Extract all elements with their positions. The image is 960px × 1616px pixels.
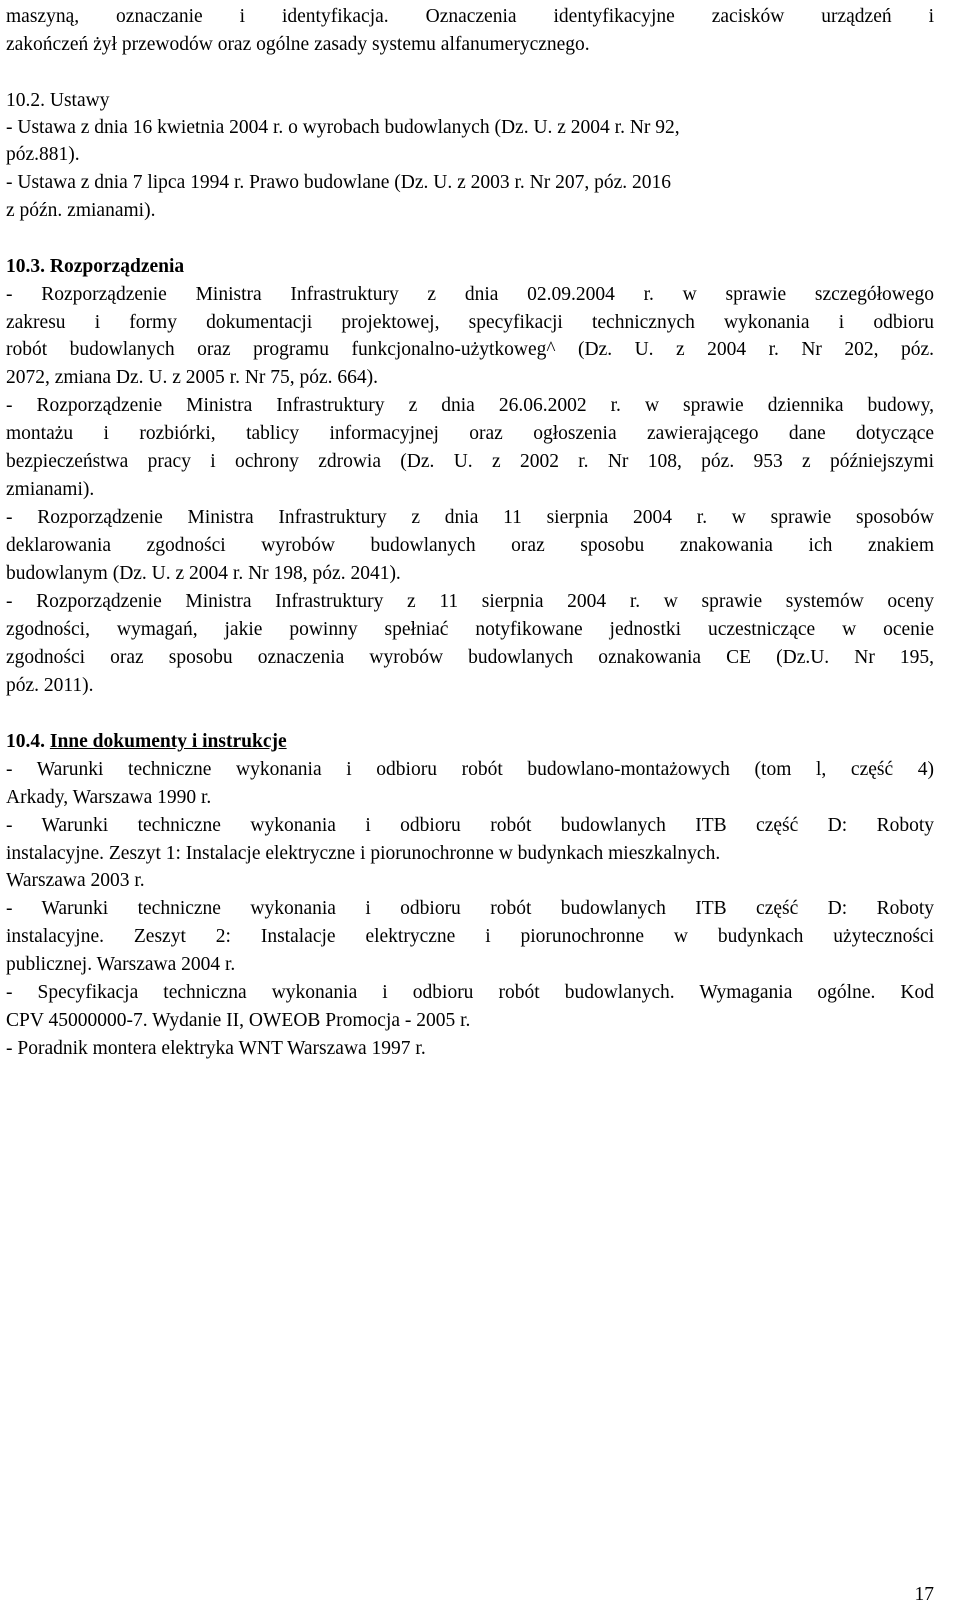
section-title: Ustawy [49, 90, 110, 111]
page-number: 17 [914, 1584, 934, 1605]
body-line: - Rozporządzenie Ministra Infrastruktury z dnia 11 sierpnia 2004 r. w sprawie sposobów [6, 507, 934, 528]
section-number: 10.2. [6, 90, 45, 111]
body-line: - Warunki techniczne wykonania i odbioru robót budowlanych ITB część D: Roboty [6, 898, 934, 919]
body-line: - Ustawa z dnia 16 kwietnia 2004 r. o wyrobach budowlanych (Dz. U. z 2004 r. Nr 92, [6, 117, 680, 138]
body-line: - Warunki techniczne wykonania i odbioru robót budowlano-montażowych (tom l, część 4) [6, 759, 934, 780]
body-line: - Rozporządzenie Ministra Infrastruktury z dnia 02.09.2004 r. w sprawie szczegółowego [6, 284, 934, 305]
body-line: 2072, zmiana Dz. U. z 2005 r. Nr 75, póz. 664). [6, 367, 379, 388]
body-line: zakresu i formy dokumentacji projektowej, specyfikacji technicznych wykonania i odbioru [6, 312, 934, 333]
section-title: Inne dokumenty i instrukcje [49, 731, 287, 752]
body-line: publicznej. Warszawa 2004 r. [6, 954, 236, 975]
body-line: - Specyfikacja techniczna wykonania i odbioru robót budowlanych. Wymagania ogólne. Kod [6, 982, 934, 1003]
body-line: - Rozporządzenie Ministra Infrastruktury z 11 sierpnia 2004 r. w sprawie systemów oceny [6, 591, 934, 612]
body-line: z późn. zmianami). [6, 200, 156, 221]
body-line: CPV 45000000-7. Wydanie II, OWEOB Promocja - 2005 r. [6, 1010, 471, 1031]
section-title: Rozporządzenia [49, 256, 185, 277]
intro-line: zakończeń żył przewodów oraz ogólne zasady systemu alfanumerycznego. [6, 34, 590, 55]
section-heading [6, 254, 934, 280]
body-line: Warszawa 2003 r. [6, 870, 145, 891]
section-number: 10.4. [6, 731, 45, 752]
document-page [6, 0, 934, 1616]
body-line: - Warunki techniczne wykonania i odbioru robót budowlanych ITB część D: Roboty [6, 815, 934, 836]
body-line: - Ustawa z dnia 7 lipca 1994 r. Prawo budowlane (Dz. U. z 2003 r. Nr 207, póz. 2016 [6, 172, 672, 193]
body-line: póz.881). [6, 144, 80, 165]
body-line: instalacyjne. Zeszyt 1: Instalacje elektryczne i piorunochronne w budynkach mieszkalnych. [6, 843, 721, 864]
body-line: budowlanym (Dz. U. z 2004 r. Nr 198, póz. 2041). [6, 563, 401, 584]
body-line: deklarowania zgodności wyrobów budowlanych oraz sposobu znakowania ich znakiem [6, 535, 934, 556]
body-line: montażu i rozbiórki, tablicy informacyjnej oraz ogłoszenia zawierającego dane dotyczące [6, 423, 934, 444]
intro-line: maszyną, oznaczanie i identyfikacja. Oznaczenia identyfikacyjne zacisków urządzeń i [6, 6, 934, 27]
body-line: bezpieczeństwa pracy i ochrony zdrowia (Dz. U. z 2002 r. Nr 108, póz. 953 z późniejszymi [6, 451, 934, 472]
body-line: zmianami). [6, 479, 95, 500]
body-line: póz. 2011). [6, 675, 94, 696]
body-line: zgodności, wymagań, jakie powinny spełniać notyfikowane jednostki uczestniczące w ocenie [6, 619, 934, 640]
section-heading [6, 88, 934, 114]
body-line: Arkady, Warszawa 1990 r. [6, 787, 212, 808]
body-line: instalacyjne. Zeszyt 2: Instalacje elektryczne i piorunochronne w budynkach użyteczności [6, 926, 934, 947]
section-number: 10.3. [6, 256, 45, 277]
body-line: - Rozporządzenie Ministra Infrastruktury z dnia 26.06.2002 r. w sprawie dziennika budowy, [6, 395, 934, 416]
body-line: robót budowlanych oraz programu funkcjonalno-użytkoweg^ (Dz. U. z 2004 r. Nr 202, póz. [6, 339, 934, 360]
body-line: - Poradnik montera elektryka WNT Warszawa 1997 r. [6, 1038, 426, 1059]
body-line: zgodności oraz sposobu oznaczenia wyrobów budowlanych oznakowania CE (Dz.U. Nr 195, [6, 647, 934, 668]
section-heading [6, 729, 934, 755]
